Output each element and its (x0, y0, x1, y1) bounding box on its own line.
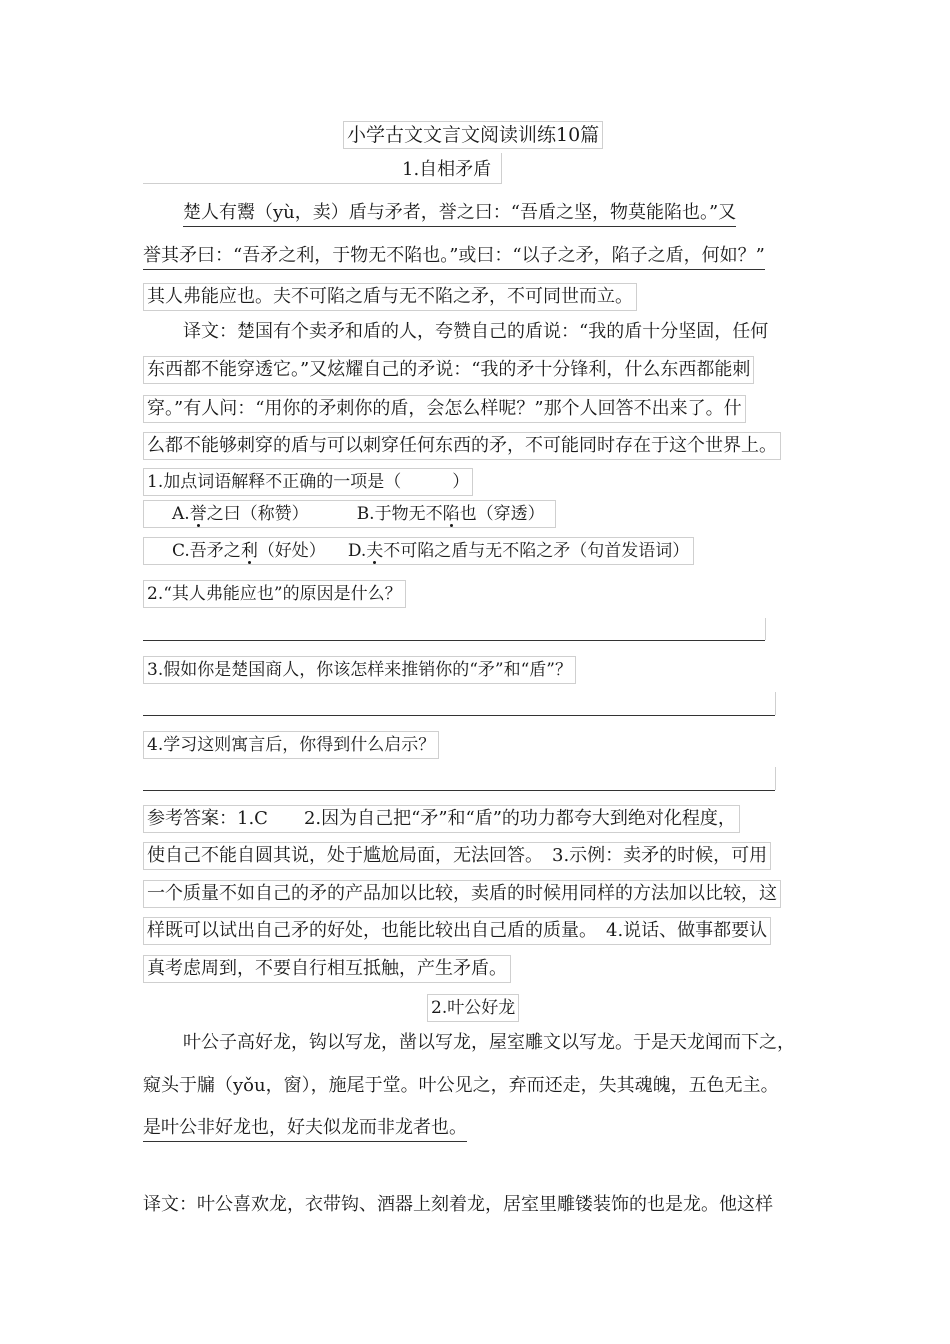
translation-line: 译文：楚国有个卖矛和盾的人，夸赞自己的盾说：“我的盾十分坚固，任何 (183, 321, 769, 342)
option-b: B.于物无不陷也（穿透） (356, 504, 545, 524)
answer-line-box (143, 692, 776, 715)
text-line: 楚人有鬻（yù，卖）盾与矛者，誉之曰：“吾盾之坚，物莫能陷也。”又 (183, 200, 736, 227)
section-heading: 1.自相矛盾 (402, 159, 492, 180)
option-c: C.吾矛之利（好处） (172, 541, 326, 561)
answer-line (143, 715, 775, 716)
answer-line: 参考答案：1.C 2.因为自己把“矛”和“盾”的功力都夸大到绝对化程度， (143, 805, 740, 833)
option-a: A.誉之曰（称赞） (172, 504, 309, 524)
question-2: 2.“其人弗能应也”的原因是什么？ (143, 580, 406, 608)
option-a-b (143, 500, 556, 528)
text-line: 是叶公非好龙也，好夫似龙而非龙者也。 (143, 1115, 467, 1142)
answer-line-box (143, 767, 776, 790)
answer-line-box (143, 618, 766, 640)
answer-line: 一个质量不如自己的矛的产品加以比较，卖盾的时候用同样的方法加以比较，这 (143, 880, 781, 908)
answer-line: 样既可以试出自己矛的好处，也能比较出自己盾的质量。 4.说话、做事都要认 (143, 917, 771, 945)
answer-line: 使自己不能自圆其说，处于尴尬局面，无法回答。 3.示例：卖矛的时候，可用 (143, 842, 771, 870)
section-heading: 2.叶公好龙 (427, 994, 519, 1022)
translation-line: 译文：叶公喜欢龙，衣带钩、酒器上刻着龙，居室里雕镂装饰的也是龙。他这样 (143, 1194, 773, 1215)
option-c-d (143, 537, 694, 565)
translation-line: 东西都不能穿透它。”又炫耀自己的矛说：“我的矛十分锋利，什么东西都能刺 (143, 356, 754, 384)
text-line: 窥头于牖（yǒu，窗），施尾于堂。叶公见之，弃而还走，失其魂魄，五色无主。 (143, 1075, 779, 1096)
answer-line (143, 640, 765, 641)
translation-line: 穿。”有人问：“用你的矛刺你的盾，会怎么样呢？”那个人回答不出来了。什 (143, 395, 746, 423)
translation-line: 么都不能够刺穿的盾与可以刺穿任何东西的矛，不可能同时存在于这个世界上。 (143, 432, 781, 460)
text-line: 叶公子高好龙，钩以写龙，凿以写龙，屋室雕文以写龙。于是天龙闻而下之， (183, 1032, 795, 1053)
answer-line (143, 790, 775, 791)
question-4: 4.学习这则寓言后，你得到什么启示？ (143, 731, 439, 759)
option-d: D.夫不可陷之盾与无不陷之矛（句首发语词） (347, 541, 690, 561)
question-1: 1.加点词语解释不正确的一项是（ ） (143, 468, 473, 496)
answer-line: 真考虑周到，不要自行相互抵触，产生矛盾。 (143, 955, 511, 983)
text-line: 其人弗能应也。夫不可陷之盾与无不陷之矛，不可同世而立。 (143, 283, 637, 311)
document-title: 小学古文文言文阅读训练10篇 (343, 121, 603, 149)
question-3: 3.假如你是楚国商人，你该怎样来推销你的“矛”和“盾”？ (143, 656, 576, 684)
text-line: 誉其矛曰：“吾矛之利，于物无不陷也。”或曰：“以子之矛，陷子之盾，何如？” (143, 243, 765, 270)
